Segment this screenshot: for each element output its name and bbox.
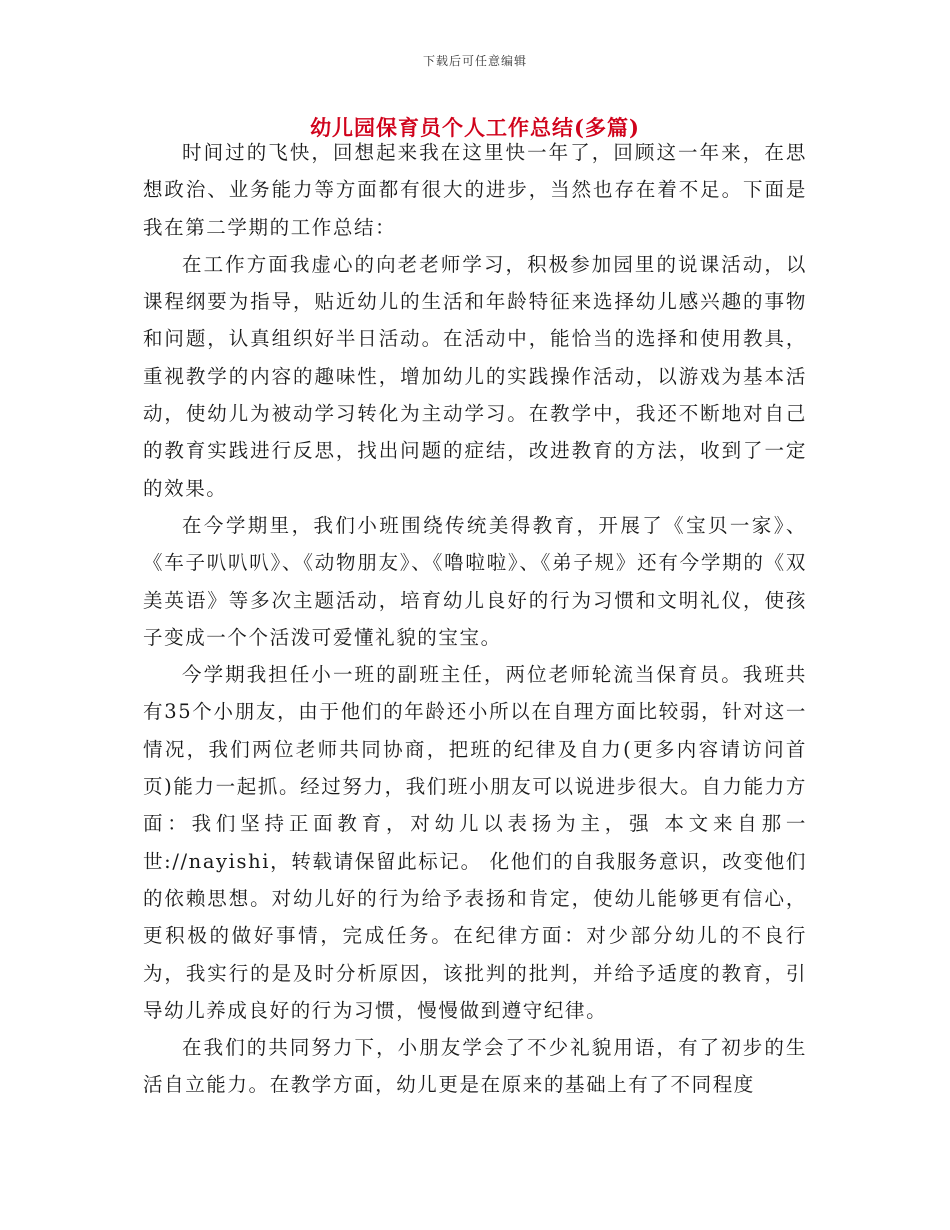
paragraph: 在工作方面我虚心的向老老师学习，积极参加园里的说课活动，以课程纲要为指导，贴近幼儿的生活和年龄特征来选择幼儿感兴趣的事物和问题，认真组织好半日活动。在活动中，能恰当的选择和使用教具，重视教学的内容的趣味性，增加幼儿的实践操作活动，以游戏为基本活动，使幼儿为被动学习转化为主动学习。在教学中，我还不断地对自己的教育实践进行反思，找出问题的症结，改进教育的方法，收到了一定的效果。 bbox=[143, 252, 807, 500]
header-note: 下载后可任意编辑 bbox=[422, 54, 527, 68]
paragraph: 时间过的飞快，回想起来我在这里快一年了，回顾这一年来，在思想政治、业务能力等方面都有很大的进步，当然也存在着不足。下面是我在第二学期的工作总结： bbox=[143, 141, 807, 239]
document-body bbox=[143, 134, 807, 1104]
paragraph: 今学期我担任小一班的副班主任，两位老师轮流当保育员。我班共有35个小朋友，由于他们的年龄还小所以在自理方面比较弱，针对这一情况，我们两位老师共同协商，把班的纪律及自力(更多内容请访问首页)能力一起抓。经过努力，我们班小朋友可以说进步很大。自力能力方面：我们坚持正面教育，对幼儿以表扬为主，强 本文来自那一世://nayishi，转载请保留此标记。 化他们的自我服务意识，改变他们的依赖思想。对幼儿好的行为给予表扬和肯定，使幼儿能够更有信心，更积极的做好事情，完成任务。在纪律方面：对少部分幼儿的不良行为，我实行的是及时分析原因，该批判的批判，并给予适度的教育，引导幼儿养成良好的行为习惯，慢慢做到遵守纪律。 bbox=[143, 663, 807, 1022]
document-title: 幼儿园保育员个人工作总结(多篇) bbox=[310, 115, 640, 140]
paragraph: 在今学期里，我们小班围绕传统美得教育，开展了《宝贝一家》、《车子叭叭叭》、《动物朋友》、《噜啦啦》、《弟子规》还有今学期的《双美英语》等多次主题活动，培育幼儿良好的行为习惯和文明礼仪，使孩子变成一个个活泼可爱懂礼貌的宝宝。 bbox=[143, 513, 807, 649]
paragraph: 在我们的共同努力下，小朋友学会了不少礼貌用语，有了初步的生活自立能力。在教学方面，幼儿更是在原来的基础上有了不同程度 bbox=[143, 1036, 807, 1097]
